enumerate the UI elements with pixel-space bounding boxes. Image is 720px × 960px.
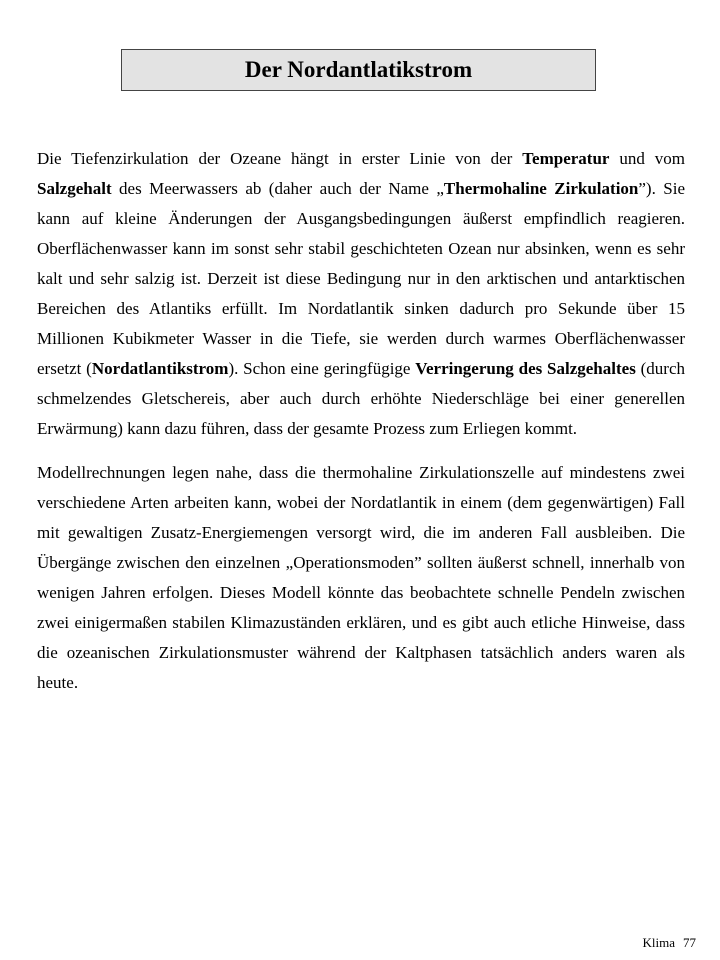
bold-term: Verringerung des Salzgehaltes	[415, 359, 636, 378]
text-run: ”). Sie kann auf kleine Änderungen der Ausgangsbedingungen äußerst empfindlich reagieren. Oberflächenwasser kann im sonst sehr stabil geschichteten Ozean nur absinken, wenn es sehr kalt und sehr salzig ist. Derzeit ist diese Bedingung nur in den arktischen und antarktischen Bereichen des Atlantiks erfüllt. Im Nordatlantik sinken dadurch pro Sekunde über 15 Millionen Kubikmeter Wasser in die Tiefe, sie werden durch warmes Oberflächenwasser ersetzt (	[37, 179, 685, 378]
bold-term: Thermohaline Zirkulation	[443, 179, 639, 198]
title-box	[121, 49, 596, 91]
text-run: des Meerwassers ab (daher auch der Name „	[111, 179, 444, 198]
paragraph-2: Modellrechnungen legen nahe, dass die thermohaline Zirkulationszelle auf mindestens zwei verschiedene Arten arbeiten kann, wobei der Nordatlantik in einem (dem gegenwärtigen) Fall mit gewaltigen Zusatz-Energiemengen versorgt wird, die im anderen Fall ausbleiben. Die Übergänge zwischen den einzelnen „Operationsmoden” sollten äußerst schnell, innerhalb von wenigen Jahren erfolgen. Dieses Modell könnte das beobachtete schnelle Pendeln zwischen zwei einigermaßen stabilen Klimazuständen erklären, und es gibt auch etliche Hinweise, dass die ozeanischen Zirkulationsmuster während der Kaltphasen tatsächlich anders waren als heute.	[37, 463, 685, 692]
text-run: (durch schmelzendes Gletschereis, aber auch durch erhöhte Niederschläge bei einer generellen Erwärmung) kann dazu führen, dass der gesamte Prozess zum Erliegen kommt.	[37, 359, 685, 438]
footer-label: Klima	[642, 935, 675, 950]
bold-term: Salzgehalt	[37, 179, 112, 198]
text-run: und vom	[609, 149, 685, 168]
text-run: ). Schon eine geringfügige	[228, 359, 416, 378]
bold-term: Nordatlantikstrom	[91, 359, 229, 378]
page-footer	[643, 935, 697, 951]
paragraph-1	[37, 144, 685, 444]
body-text	[37, 144, 685, 712]
bold-term: Temperatur	[522, 149, 610, 168]
text-run: Die Tiefenzirkulation der Ozeane hängt in erster Linie von der	[37, 149, 523, 168]
page-number: 77	[683, 935, 696, 950]
page-title: Der Nordantlatikstrom	[244, 57, 473, 82]
